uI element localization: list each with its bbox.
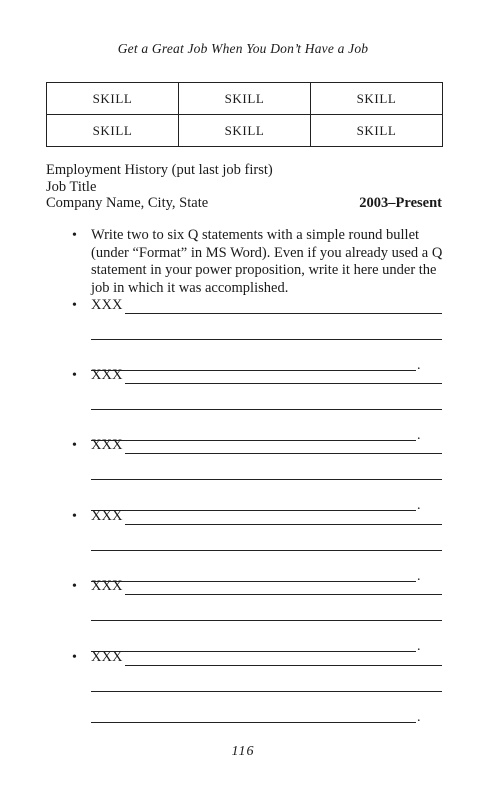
q-statement-entry bbox=[91, 367, 442, 441]
skill-cell: SKILL bbox=[47, 83, 179, 115]
employment-dates: 2003–Present bbox=[359, 195, 442, 211]
line-end-period: . bbox=[417, 498, 421, 513]
intro-bullet-text: Write two to six Q statements with a simple round bullet (under “Format” in MS Word). Even if you already used a Q statement in your power proposition, write it here under the job in which it was accomplished. bbox=[91, 227, 443, 296]
running-head: Get a Great Job When You Don’t Have a Job bbox=[117, 41, 369, 56]
company-row bbox=[46, 195, 442, 212]
blank-line bbox=[125, 299, 442, 314]
company-name: Company Name, City, State bbox=[46, 195, 209, 211]
blank-line bbox=[125, 580, 442, 595]
skills-table bbox=[46, 82, 443, 147]
blank-line bbox=[125, 369, 442, 384]
placeholder-label: XXX bbox=[91, 649, 123, 665]
line-end-period: . bbox=[417, 569, 421, 584]
placeholder-label: XXX bbox=[91, 578, 123, 594]
line-end-period: . bbox=[417, 358, 421, 373]
placeholder-label: XXX bbox=[91, 367, 123, 383]
blank-line bbox=[91, 690, 442, 692]
bullet-icon: • bbox=[72, 228, 77, 243]
skill-cell: SKILL bbox=[311, 115, 443, 147]
line-end-period: . bbox=[417, 639, 421, 654]
blank-line bbox=[91, 478, 442, 480]
line-end-period: . bbox=[417, 710, 421, 725]
skill-cell: SKILL bbox=[47, 115, 179, 147]
blank-line bbox=[91, 619, 442, 621]
bullet-icon: • bbox=[72, 368, 77, 383]
placeholder-label: XXX bbox=[91, 297, 123, 313]
placeholder-label: XXX bbox=[91, 437, 123, 453]
line-end-period: . bbox=[417, 428, 421, 443]
q-statement-entry bbox=[91, 578, 442, 652]
blank-line bbox=[125, 510, 442, 525]
bullet-icon: • bbox=[72, 650, 77, 665]
skills-row bbox=[47, 83, 443, 115]
q-statement-entry bbox=[91, 297, 442, 371]
job-title: Job Title bbox=[46, 179, 97, 195]
q-statement-entry bbox=[91, 508, 442, 582]
page-number: 116 bbox=[231, 744, 255, 759]
blank-line bbox=[91, 408, 442, 410]
skills-row bbox=[47, 115, 443, 147]
blank-line bbox=[91, 549, 442, 551]
q-statement-entry bbox=[91, 649, 442, 723]
employment-heading: Employment History (put last job first) bbox=[46, 162, 273, 178]
blank-line bbox=[91, 338, 442, 340]
q-statement-entry bbox=[91, 437, 442, 511]
blank-line bbox=[125, 439, 442, 454]
bullet-icon: • bbox=[72, 298, 77, 313]
skill-cell: SKILL bbox=[179, 83, 311, 115]
placeholder-label: XXX bbox=[91, 508, 123, 524]
bullet-icon: • bbox=[72, 509, 77, 524]
blank-line bbox=[125, 651, 442, 666]
skill-cell: SKILL bbox=[311, 83, 443, 115]
bullet-icon: • bbox=[72, 438, 77, 453]
skill-cell: SKILL bbox=[179, 115, 311, 147]
blank-line bbox=[91, 721, 416, 723]
bullet-icon: • bbox=[72, 579, 77, 594]
